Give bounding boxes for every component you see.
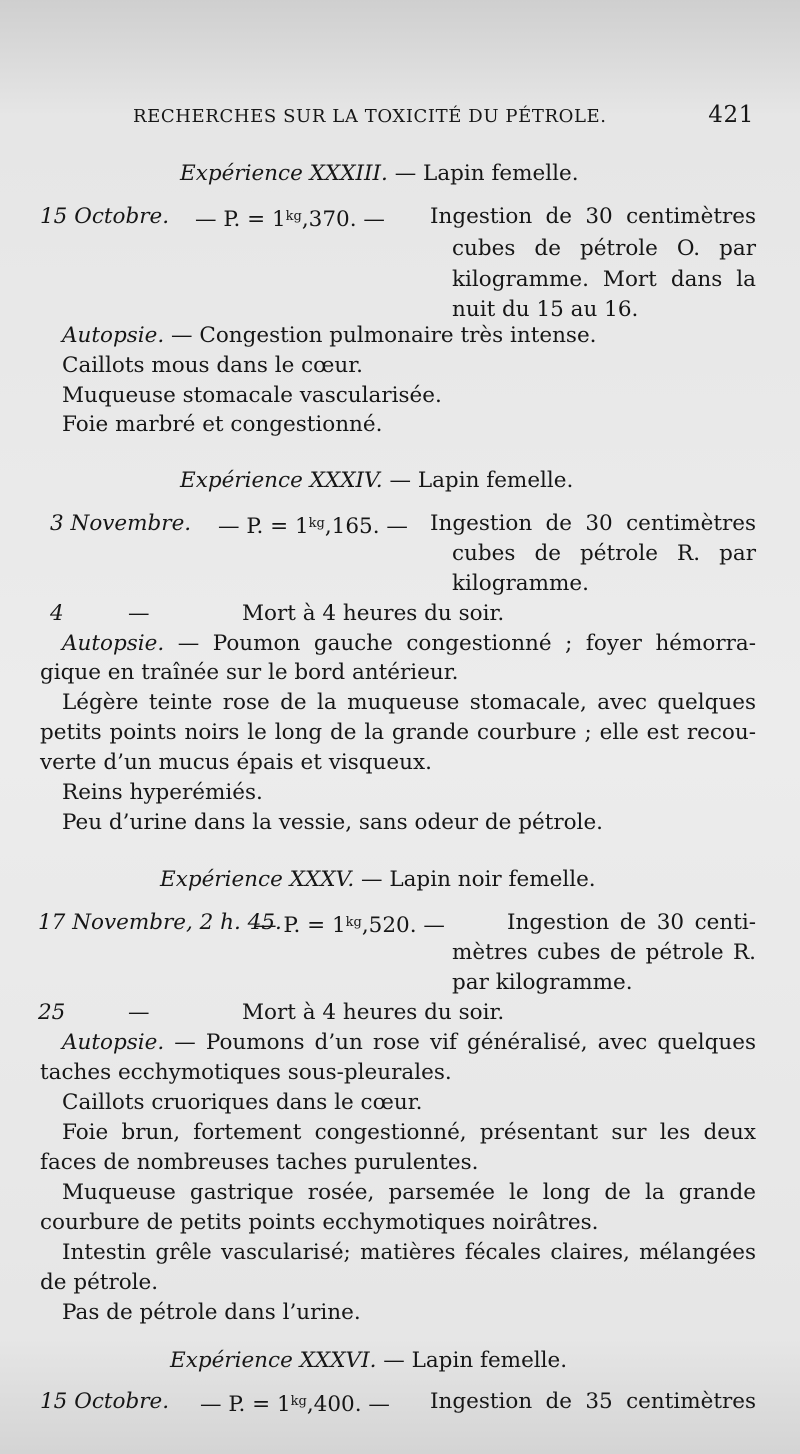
autopsy-line: gique en traînée sur le bord antérieur. [40, 660, 459, 685]
paragraph-line: Reins hyperémiés. [62, 780, 263, 805]
finding-line: Foie marbré et congestionné. [62, 412, 383, 437]
experience-date: 3 Novembre. [50, 511, 192, 536]
ingestion-line: Ingestion de 30 centi- [507, 910, 756, 935]
experience-title: Expérience XXXIII. — Lapin femelle. [180, 161, 579, 186]
ingestion-line: cubes de pétrole O. par [452, 236, 756, 261]
death-day: 25 [38, 1000, 66, 1025]
paragraph-line: Légère teinte rose de la muqueuse stomacale, avec quelques [62, 690, 756, 715]
experience-date: 15 Octobre. [40, 204, 170, 229]
experience-weight: — P. = $1^{kg},520$. — [255, 913, 445, 938]
death-dash: — [128, 601, 150, 626]
ingestion-line: Ingestion de 35 centimètres [430, 1389, 756, 1414]
experience-weight: — P. = $1^{kg},400$. — [200, 1392, 390, 1417]
experience-title: Expérience XXXV. — Lapin noir femelle. [160, 867, 596, 892]
paragraph-line: petits points noirs le long de la grande courbure ; elle est recou- [40, 720, 756, 745]
finding-line: Muqueuse stomacale vascularisée. [62, 383, 442, 408]
death-dash: — [128, 1000, 150, 1025]
experience-weight: — P. = $1^{kg},165$. — [218, 514, 408, 539]
experience-date: 17 Novembre, 2 h. 45. [38, 910, 282, 935]
experience-title: Expérience XXXVI. — Lapin femelle. [170, 1348, 568, 1373]
page-number: 421 [708, 102, 754, 128]
autopsy-line: taches ecchymotiques sous-pleurales. [40, 1060, 452, 1085]
experience-title: Expérience XXXIV. — Lapin femelle. [180, 468, 574, 493]
paragraph-line: Pas de pétrole dans l’urine. [62, 1300, 361, 1325]
experience-weight: — P. = $1^{kg},370$. — [195, 207, 385, 232]
ingestion-line: kilogramme. Mort dans la [452, 267, 756, 292]
experience-date: 15 Octobre. [40, 1389, 170, 1414]
paragraph-line: Intestin grêle vascularisé; matières fécales claires, mélangées [62, 1240, 756, 1265]
paragraph-line: Peu d’urine dans la vessie, sans odeur de pétrole. [62, 810, 603, 835]
ingestion-line: cubes de pétrole R. par [452, 541, 756, 566]
paragraph-line: verte d’un mucus épais et visqueux. [40, 750, 432, 775]
autopsy-line: Autopsie. — Poumons d’un rose vif généralisé, avec quelques [62, 1030, 756, 1055]
paragraph-line: Foie brun, fortement congestionné, présentant sur les deux [62, 1120, 756, 1145]
page-header [133, 102, 754, 132]
ingestion-line: kilogramme. [452, 571, 589, 596]
death-line: Mort à 4 heures du soir. [242, 601, 505, 626]
paragraph-line: courbure de petits points ecchymotiques noirâtres. [40, 1210, 599, 1235]
death-line: Mort à 4 heures du soir. [242, 1000, 505, 1025]
running-title: RECHERCHES SUR LA TOXICITÉ DU PÉTROLE. [133, 106, 607, 127]
death-day: 4 [50, 601, 64, 626]
ingestion-line: nuit du 15 au 16. [452, 297, 639, 322]
ingestion-line: par kilogramme. [452, 970, 633, 995]
autopsy-line: Autopsie. — Congestion pulmonaire très intense. [62, 323, 597, 348]
finding-line: Caillots mous dans le cœur. [62, 353, 364, 378]
ingestion-line: Ingestion de 30 centimètres [430, 204, 756, 229]
ingestion-line: Ingestion de 30 centimètres [430, 511, 756, 536]
autopsy-line: Autopsie. — Poumon gauche congestionné ; foyer hémorra- [62, 631, 757, 656]
paragraph-line: Caillots cruoriques dans le cœur. [62, 1090, 423, 1115]
paragraph-line: Muqueuse gastrique rosée, parsemée le long de la grande [62, 1180, 756, 1205]
paragraph-line: de pétrole. [40, 1270, 159, 1295]
ingestion-line: mètres cubes de pétrole R. [452, 940, 756, 965]
paragraph-line: faces de nombreuses taches purulentes. [40, 1150, 479, 1175]
